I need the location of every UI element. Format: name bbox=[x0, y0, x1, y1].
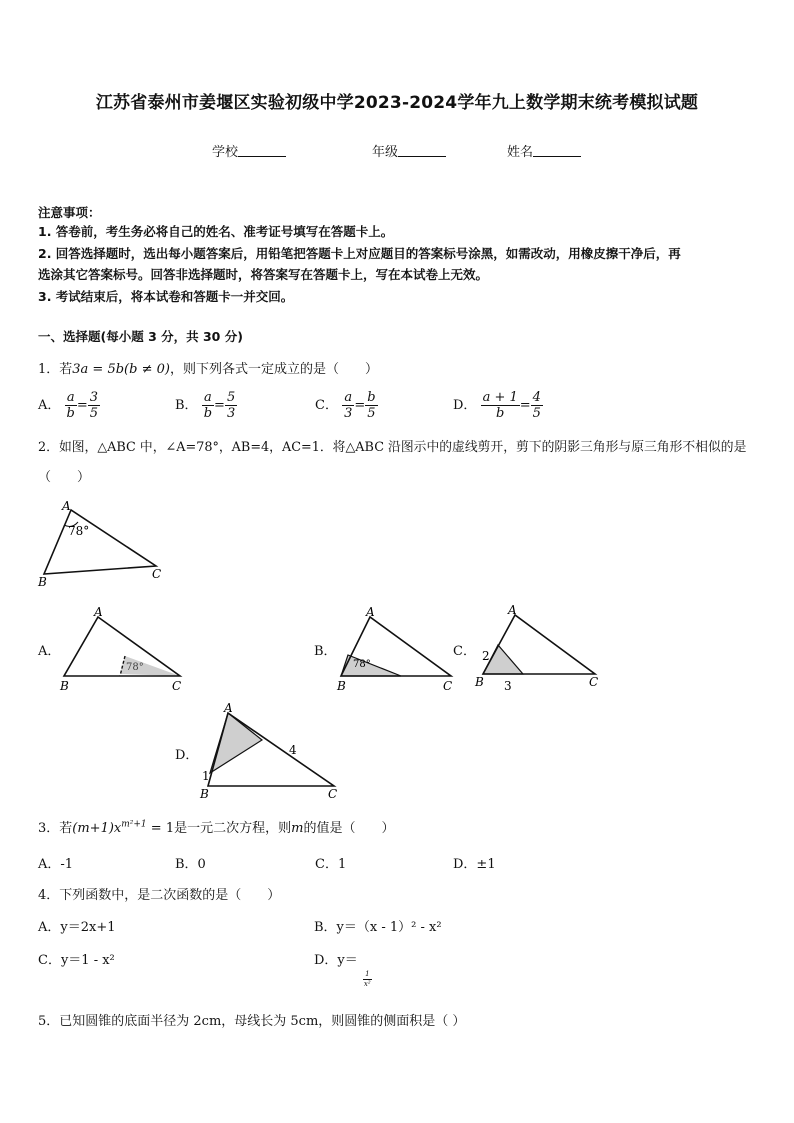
q4-option-a[interactable]: A．y＝2x+1 bbox=[38, 920, 116, 935]
q2-option-c-figure[interactable] bbox=[473, 602, 603, 694]
vertex-b-label: B bbox=[38, 575, 47, 588]
vertex-a-label: A bbox=[94, 605, 103, 619]
triangle-figure bbox=[36, 498, 166, 588]
option-label: C． bbox=[315, 398, 338, 413]
name-label: 姓名 bbox=[507, 145, 534, 160]
question-3-stem bbox=[38, 817, 394, 836]
q3-var: m bbox=[291, 821, 304, 836]
q2-option-c-label[interactable]: C． bbox=[453, 644, 476, 659]
notes-heading: 注意事项： bbox=[38, 205, 101, 220]
vertex-b-label: B bbox=[60, 679, 69, 693]
q2-option-a-label[interactable]: A． bbox=[38, 644, 61, 659]
vertex-c-label: C bbox=[443, 679, 453, 693]
q3-mid: = 1是一元二次方程，则 bbox=[146, 821, 292, 836]
q1-option-c[interactable]: C． $\frac{a}{3}$ = $\frac{b}{5}$ bbox=[315, 390, 376, 421]
vertex-c-label: C bbox=[328, 787, 338, 801]
q3-prefix: 3．若 bbox=[38, 821, 73, 836]
fraction: $\frac{1}{\text{x²}}$ bbox=[363, 970, 371, 988]
q1-prefix: 1．若 bbox=[38, 362, 73, 377]
note-item: 2. 回答选择题时，选出每小题答案后，用铅笔把答题卡上对应题目的答案标号涂黑，如需改动，用橡皮擦干净后，再 bbox=[38, 246, 681, 261]
side-length-label: 3 bbox=[504, 679, 512, 693]
fraction: $\frac{3}{5}$ bbox=[89, 390, 99, 421]
q2-option-b-figure[interactable] bbox=[333, 604, 459, 696]
vertex-a-label: A bbox=[224, 701, 233, 715]
question-1-stem bbox=[38, 358, 378, 377]
q1-suffix: ，则下列各式一定成立的是（ ） bbox=[169, 362, 378, 377]
fraction: $\frac{a}{b}$ bbox=[66, 390, 75, 421]
angle-label: 78° bbox=[126, 662, 144, 673]
vertex-a-label: A bbox=[366, 605, 375, 619]
fraction: $\frac{4}{5}$ bbox=[532, 390, 541, 421]
note-item: 1. 答卷前，考生务必将自己的姓名、准考证号填写在答题卡上。 bbox=[38, 224, 394, 239]
q3-option-a[interactable]: A．-1 bbox=[38, 857, 74, 872]
q3-exponent: m²+1 bbox=[121, 819, 147, 830]
option-label: B． bbox=[175, 398, 198, 413]
angle-label: 78° bbox=[68, 524, 90, 538]
q4-option-d[interactable] bbox=[314, 949, 373, 989]
option-text: D．y＝ bbox=[314, 953, 358, 968]
vertex-b-label: B bbox=[200, 787, 209, 801]
side-length-label: 1 bbox=[202, 769, 210, 783]
name-field bbox=[507, 141, 581, 160]
vertex-c-label: C bbox=[152, 567, 162, 581]
side-length-label: 2 bbox=[482, 649, 490, 663]
question-5-stem: 5．已知圆锥的底面半径为 2cm，母线长为 5cm，则圆锥的侧面积是（ ） bbox=[38, 1014, 466, 1029]
vertex-a-label: A bbox=[62, 499, 71, 513]
q2-option-a-figure[interactable] bbox=[58, 604, 184, 696]
triangle-abc bbox=[44, 510, 156, 574]
q2-option-d-label[interactable]: D． bbox=[175, 748, 199, 763]
fraction: $\frac{b}{5}$ bbox=[367, 390, 376, 421]
q3-option-c[interactable]: C．1 bbox=[315, 857, 347, 872]
option-label: A． bbox=[38, 398, 61, 413]
school-label: 学校 bbox=[212, 145, 239, 160]
note-item: 3. 考试结束后，将本试卷和答题卡一并交回。 bbox=[38, 289, 294, 304]
vertex-a-label: A bbox=[508, 603, 517, 617]
q2-option-b-label[interactable]: B． bbox=[314, 644, 337, 659]
q3-suffix: 的值是（ ） bbox=[303, 821, 395, 836]
exam-title: 江苏省泰州市姜堰区实验初级中学2023-2024学年九上数学期末统考模拟试题 bbox=[95, 93, 699, 113]
q1-option-d[interactable]: D． $\frac{a + 1}{b}$ = $\frac{4}{5}$ bbox=[453, 390, 541, 421]
fraction: $\frac{5}{3}$ bbox=[226, 390, 236, 421]
fraction: $\frac{a + 1}{b}$ bbox=[482, 390, 518, 421]
section-heading: 一、选择题(每小题 3 分，共 30 分) bbox=[38, 329, 243, 344]
angle-label: 78° bbox=[353, 659, 371, 670]
q1-condition: 3a = 5b(b ≠ 0) bbox=[72, 362, 170, 377]
question-4-stem: 4．下列函数中，是二次函数的是（ ） bbox=[38, 888, 281, 903]
shaded-triangle bbox=[210, 713, 262, 773]
q4-option-b[interactable]: B．y＝（x - 1）² - x² bbox=[314, 920, 442, 935]
fraction: $\frac{a}{3}$ bbox=[344, 390, 353, 421]
q4-option-c[interactable]: C．y＝1 - x² bbox=[38, 953, 115, 968]
grade-field bbox=[372, 141, 446, 160]
school-blank bbox=[238, 144, 286, 157]
vertex-b-label: B bbox=[475, 675, 484, 689]
q2-option-d-figure[interactable] bbox=[196, 700, 344, 804]
q1-option-b[interactable]: B． $\frac{a}{b}$ = $\frac{5}{3}$ bbox=[175, 390, 236, 421]
fraction: $\frac{a}{b}$ bbox=[203, 390, 213, 421]
name-blank bbox=[533, 144, 581, 157]
side-length-label: 4 bbox=[289, 743, 297, 757]
q1-option-a[interactable]: A． $\frac{a}{b}$ = $\frac{3}{5}$ bbox=[38, 390, 99, 421]
question-2-stem: 2．如图，△ABC 中，∠A=78°，AB=4，AC=1．将△ABC 沿图示中的虚线剪开，剪下的阴影三角形与原三角形不相似的是 bbox=[38, 440, 747, 455]
grade-label: 年级 bbox=[372, 145, 399, 160]
q3-option-d[interactable]: D．±1 bbox=[453, 857, 496, 872]
vertex-c-label: C bbox=[172, 679, 182, 693]
q3-option-b[interactable]: B．0 bbox=[175, 857, 206, 872]
vertex-c-label: C bbox=[589, 675, 599, 689]
option-label: D． bbox=[453, 398, 477, 413]
grade-blank bbox=[398, 144, 446, 157]
q3-expr: (m+1)x bbox=[72, 821, 122, 836]
vertex-b-label: B bbox=[337, 679, 346, 693]
question-2-paren: （ ） bbox=[38, 470, 91, 485]
school-field bbox=[212, 141, 286, 160]
note-item: 选涂其它答案标号。回答非选择题时，将答案写在答题卡上，写在本试卷上无效。 bbox=[38, 267, 489, 282]
